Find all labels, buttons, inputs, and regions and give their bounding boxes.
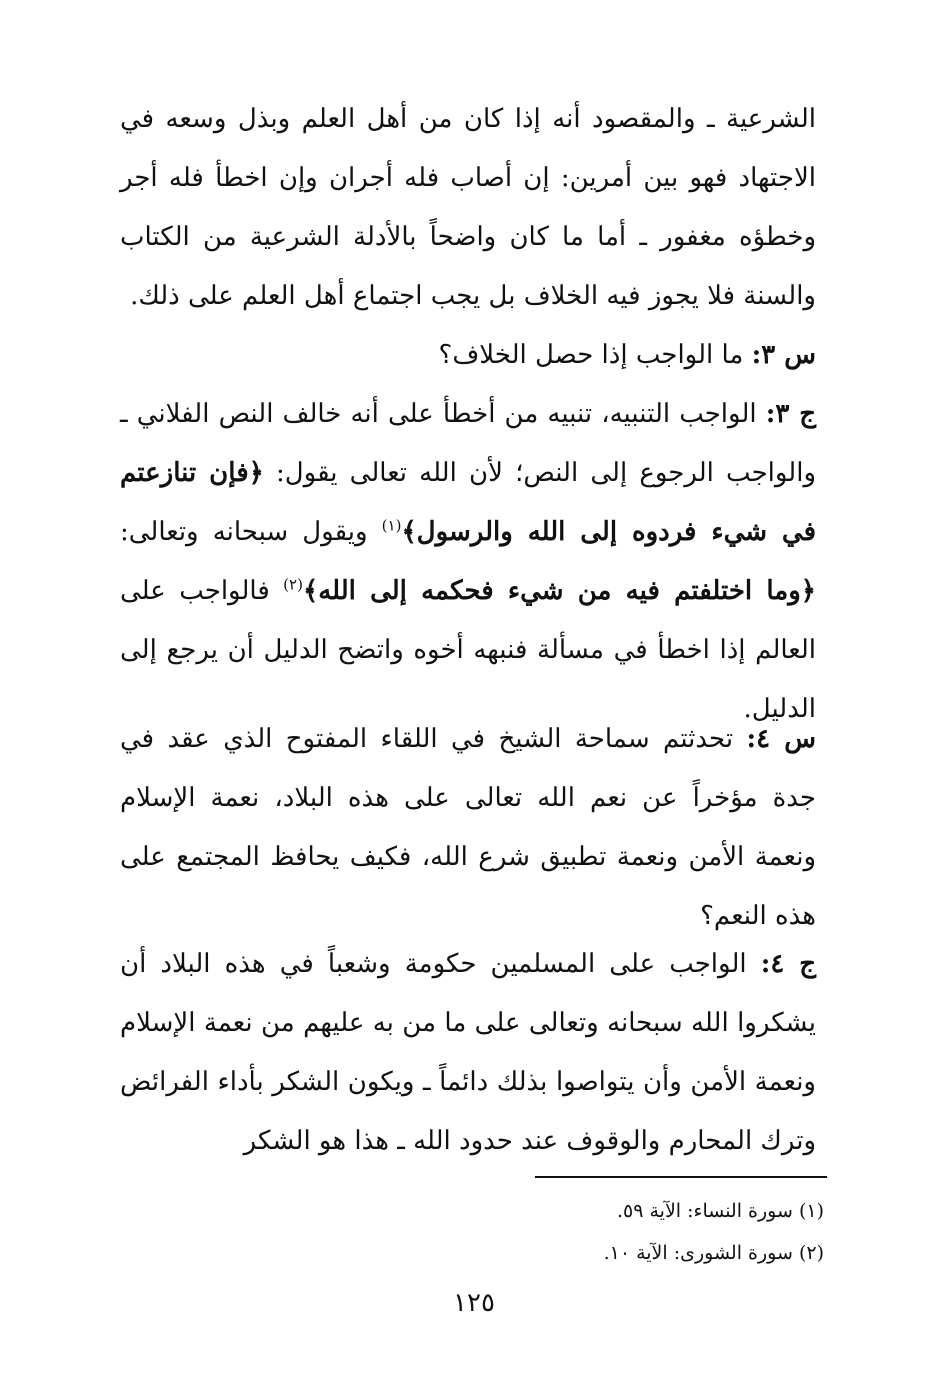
continuation-text: الشرعية ـ والمقصود أنه إذا كان من أهل العلم وبذل وسعه في الاجتهاد فهو بين أمرين: إن أصاب فله أجران وإن اخطأ فله أجر وخطؤه مغفور ـ أما ما كان واضحاً بالأدلة الشرعية من الكتاب والسنة فلا يجوز فيه الخلاف بل يجب اجتماع أهل العلم على ذلك. — [120, 104, 816, 311]
question-3-label: س ٣: — [751, 340, 816, 370]
answer-4 — [120, 935, 816, 1171]
footnote-ref-1: (١) — [381, 516, 402, 535]
footnote-divider — [535, 1176, 827, 1178]
question-4 — [120, 710, 816, 946]
answer-4-text: الواجب على المسلمين حكومة وشعباً في هذه البلاد أن يشكروا الله سبحانه وتعالى على ما من به عليهم من نعمة الإسلام ونعمة الأمن وأن يتواصوا بذلك دائماً ـ ويكون الشكر بأداء الفرائض وترك المحارم والوقوف عند حدود الله ـ هذا هو الشكر — [120, 949, 816, 1156]
answer-3-text-3: فالواجب على العالم إذا اخطأ في مسألة فنبهه أخوه واتضح الدليل أن يرجع إلى الدليل. — [120, 576, 816, 724]
answer-3-text-1: الواجب التنبيه، تنبيه من أخطأ على أنه خالف النص الفلاني ـ والواجب الرجوع إلى النص؛ لأن الله تعالى يقول: — [120, 399, 816, 488]
footnote-2: (٢) سورة الشورى: الآية ١٠. — [603, 1242, 824, 1264]
question-4-text: تحدثتم سماحة الشيخ في اللقاء المفتوح الذي عقد في جدة مؤخراً عن نعم الله تعالى على هذه البلاد، نعمة الإسلام ونعمة الأمن ونعمة تطبيق شرع الله، فكيف يحافظ المجتمع على هذه النعم؟ — [120, 724, 816, 931]
answer-3 — [120, 385, 816, 739]
answer-4-label: ج ٤: — [760, 949, 816, 979]
footnotes — [420, 1190, 824, 1274]
question-4-label: س ٤: — [746, 724, 816, 754]
footnote-ref-2: (٢) — [283, 575, 303, 594]
question-3-text: ما الواجب إذا حصل الخلاف؟ — [438, 340, 744, 370]
page-number: ١٢٥ — [453, 1288, 495, 1318]
answer-3-label: ج ٣: — [765, 399, 816, 429]
quran-verse-2: ﴿وما اختلفتم فيه من شيء فحكمه إلى الله﴾ — [302, 576, 816, 606]
question-3 — [120, 326, 816, 385]
answer-3-text-2: ويقول سبحانه وتعالى: — [120, 517, 368, 547]
continuation-paragraph — [120, 90, 816, 385]
quran-verse-1: ﴿فإن تنازعتم في شيء فردوه إلى الله والرسول﴾ — [120, 458, 817, 547]
footnote-1: (١) سورة النساء: الآية ٥٩. — [616, 1200, 824, 1222]
